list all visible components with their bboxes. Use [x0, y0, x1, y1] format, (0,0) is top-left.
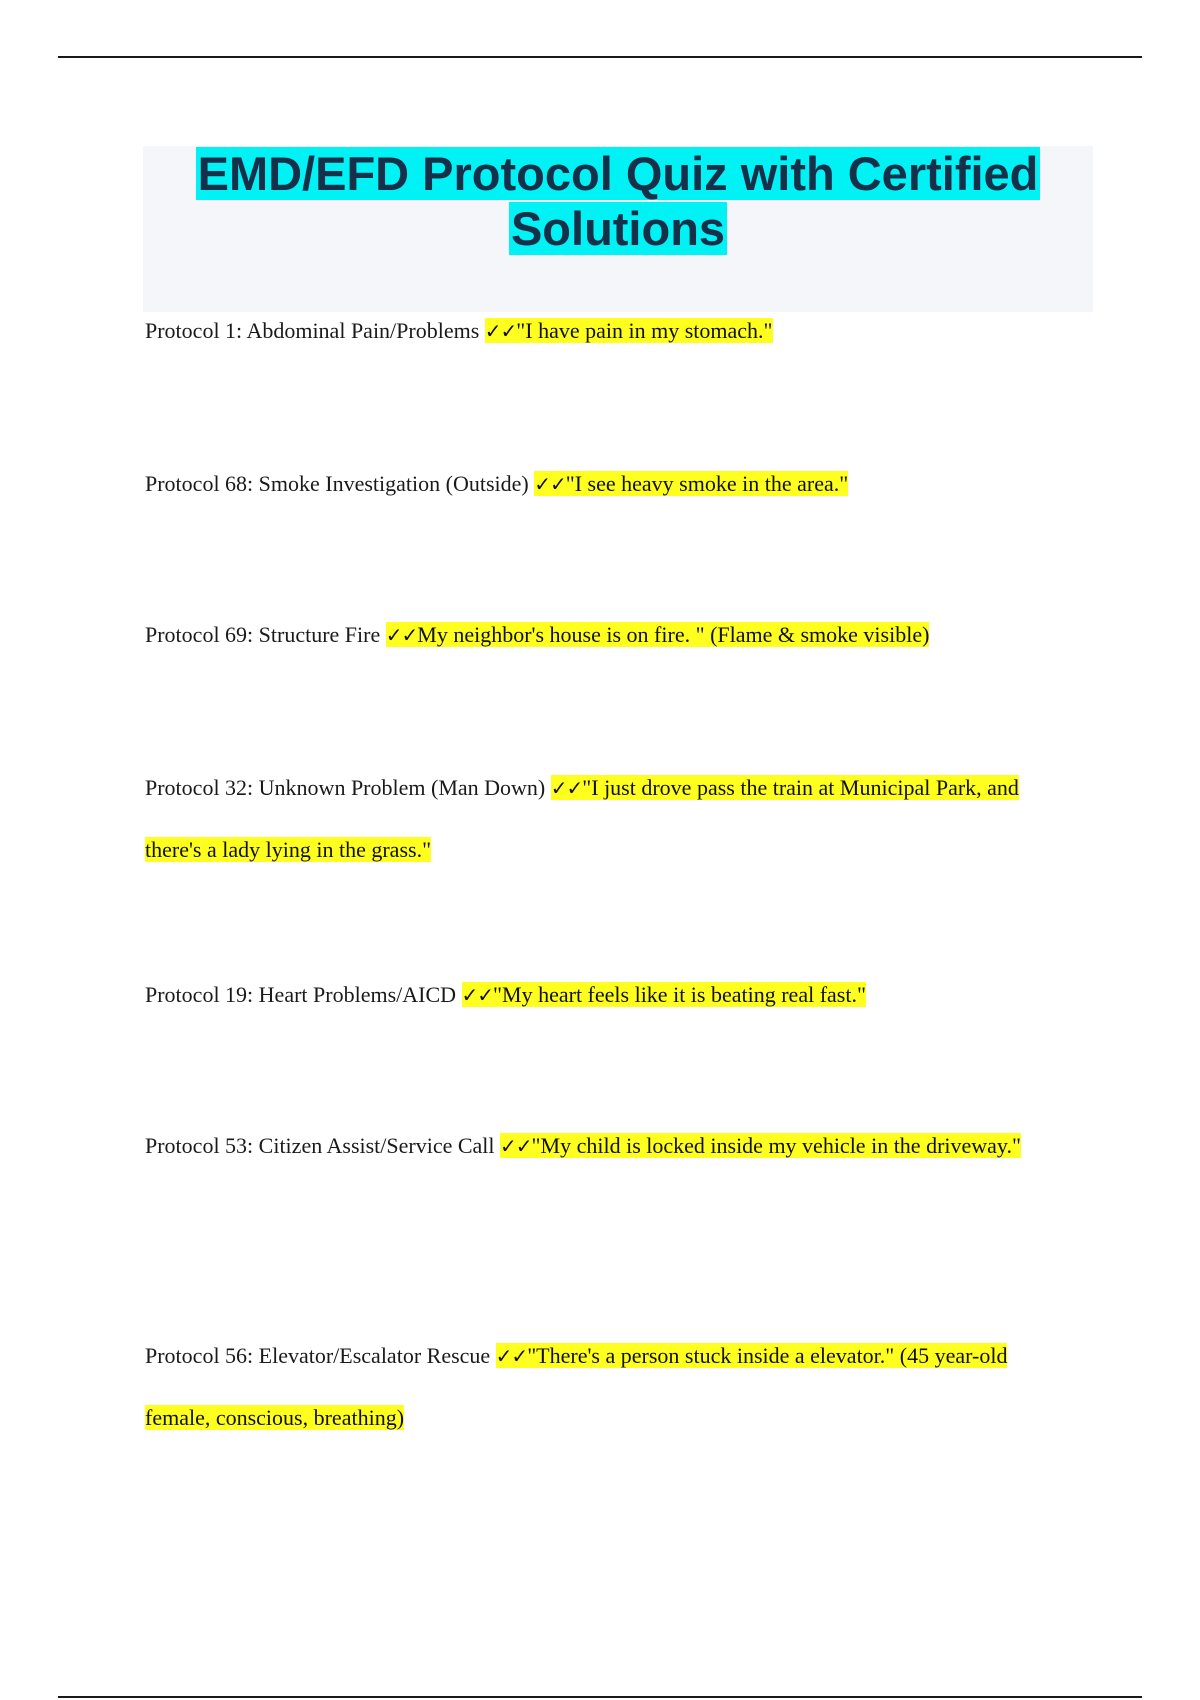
answer-text: "There's a person stuck inside a elevator." (45 year-old female, conscious, breathing) [145, 1343, 1008, 1430]
qa-item-protocol-32 [145, 757, 1075, 880]
qa-item-protocol-56 [145, 1325, 1075, 1448]
double-check-icon: ✓✓ [461, 983, 494, 1007]
title-line-1: EMD/EFD Protocol Quiz with Certified [197, 147, 1039, 200]
answer-text: "I have pain in my stomach." [516, 318, 773, 343]
question-text: Protocol 69: Structure Fire [145, 622, 381, 647]
question-text: Protocol 53: Citizen Assist/Service Call [145, 1133, 495, 1158]
top-rule [58, 56, 1142, 58]
question-text: Protocol 32: Unknown Problem (Man Down) [145, 775, 546, 800]
qa-item-protocol-69 [145, 604, 1075, 666]
answer-highlight [500, 1133, 1021, 1158]
answer-highlight [462, 982, 866, 1007]
answer-text: "I see heavy smoke in the area." [565, 471, 849, 496]
question-text: Protocol 19: Heart Problems/AICD [145, 982, 457, 1007]
answer-text: "I just drove pass the train at Municipal Park, and there's a lady lying in the grass." [145, 775, 1019, 862]
answer-highlight [485, 318, 773, 343]
answer-text: My neighbor's house is on fire. " (Flame & smoke visible) [417, 622, 930, 647]
double-check-icon: ✓✓ [484, 319, 517, 343]
answer-text: "My child is locked inside my vehicle in the driveway." [531, 1133, 1021, 1158]
page-title [143, 146, 1093, 256]
title-line-2: Solutions [510, 202, 726, 255]
question-text: Protocol 56: Elevator/Escalator Rescue [145, 1343, 491, 1368]
answer-text: "My heart feels like it is beating real fast." [493, 982, 866, 1007]
qa-item-protocol-19 [145, 964, 1075, 1026]
double-check-icon: ✓✓ [500, 1134, 532, 1158]
qa-item-protocol-68 [145, 453, 1075, 515]
answer-highlight [534, 471, 848, 496]
question-text: Protocol 1: Abdominal Pain/Problems [145, 318, 480, 343]
double-check-icon: ✓✓ [550, 776, 583, 800]
question-text: Protocol 68: Smoke Investigation (Outside) [145, 471, 529, 496]
double-check-icon: ✓✓ [534, 472, 566, 496]
qa-item-protocol-1 [145, 300, 1075, 362]
bottom-rule [58, 1696, 1142, 1698]
title-block [143, 146, 1093, 312]
qa-item-protocol-53 [145, 1115, 1075, 1177]
answer-highlight [386, 622, 930, 647]
double-check-icon: ✓✓ [385, 623, 418, 647]
double-check-icon: ✓✓ [495, 1344, 528, 1368]
